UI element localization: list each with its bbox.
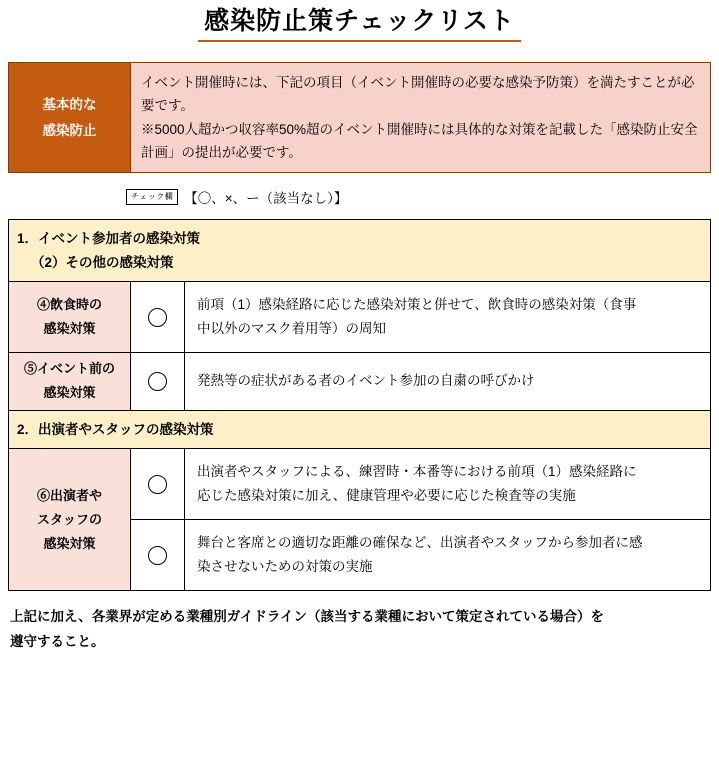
row-category-6-line1: ⑥出演者や (36, 487, 102, 503)
item-text-6-1 (185, 449, 710, 519)
row-items-4 (131, 282, 710, 352)
intro-banner (8, 62, 711, 173)
circle-mark-icon (148, 475, 167, 494)
item-text-6-2 (185, 520, 710, 590)
section-2-heading-main: 2．出演者やスタッフの感染対策 (17, 421, 214, 437)
row-category-5 (9, 353, 131, 409)
check-cell-4-1[interactable] (131, 282, 185, 352)
row-category-6-line3: 感染対策 (43, 535, 96, 551)
item-text-6-1-line2: 応じた感染対策に加え、健康管理や必要に応じた検査等の実施 (197, 488, 576, 504)
row-category-4 (9, 282, 131, 352)
item-text-6-2-line2: 染させないための対策の実施 (197, 559, 373, 575)
list-item (131, 353, 710, 409)
footer-note (10, 605, 709, 655)
intro-paragraph-2: ※5000人超かつ収容率50%超のイベント開催時には具体的な対策を記載した「感染防止安全計画」の提出が必要です。 (141, 121, 698, 160)
item-text-5-1-line1: 発熱等の症状がある者のイベント参加の自粛の呼びかけ (197, 373, 535, 389)
intro-paragraph-1: イベント開催時には、下記の項目（イベント開催時の必要な感染予防策）を満たすことが必要です。 (141, 75, 695, 114)
table-row (9, 449, 710, 591)
row-category-4-line2: 感染対策 (43, 321, 96, 337)
item-text-6-2-line1: 舞台と客席との適切な距離の確保など、出演者やスタッフから参加者に感 (197, 535, 643, 551)
section-header-1 (9, 220, 710, 282)
row-category-6-line2: スタッフの (36, 511, 102, 527)
intro-label-line2: 感染防止 (42, 122, 97, 138)
checklist-table (8, 219, 711, 591)
intro-label (9, 63, 131, 172)
item-text-6-1-line1: 出演者やスタッフによる、練習時・本番等における前項（1）感染経路に (197, 464, 637, 480)
section-header-2 (9, 411, 710, 450)
check-legend-row (8, 183, 711, 211)
footer-note-line1: 上記に加え、各業界が定める業種別ガイドライン（該当する業種において策定されている場合）を (10, 609, 604, 625)
check-legend-text: 【〇、×、ー（該当なし）】 (184, 191, 348, 207)
row-category-5-line1: ⑤イベント前の (23, 361, 115, 377)
row-category-5-line2: 感染対策 (43, 385, 96, 401)
row-category-6 (9, 449, 131, 590)
section-1-heading-sub: （2）その他の感染対策 (31, 254, 174, 270)
circle-mark-icon (148, 546, 167, 565)
check-cell-6-2[interactable] (131, 520, 185, 590)
circle-mark-icon (148, 372, 167, 391)
intro-body (131, 63, 710, 172)
row-category-4-line1: ④飲食時の (36, 297, 102, 313)
section-1-heading-main: 1．イベント参加者の感染対策 (17, 231, 201, 247)
check-cell-6-1[interactable] (131, 449, 185, 519)
page-title: 感染防止策チェックリスト (198, 6, 521, 42)
list-item (131, 282, 710, 352)
table-row (9, 282, 710, 353)
check-column-label: チェック欄 (126, 189, 178, 205)
intro-label-line1: 基本的な (42, 97, 97, 113)
item-text-4-1-line2: 中以外のマスク着用等）の周知 (197, 321, 386, 337)
table-row (9, 353, 710, 410)
list-item (131, 519, 710, 590)
list-item (131, 449, 710, 519)
row-items-5 (131, 353, 710, 409)
footer-note-line2: 遵守すること。 (10, 634, 105, 650)
item-text-4-1-line1: 前項（1）感染経路に応じた感染対策と併せて、飲食時の感染対策（食事 (197, 297, 637, 313)
row-items-6 (131, 449, 710, 590)
item-text-5-1 (185, 353, 710, 409)
circle-mark-icon (148, 308, 167, 327)
title-container (0, 0, 719, 46)
check-cell-5-1[interactable] (131, 353, 185, 409)
item-text-4-1 (185, 282, 710, 352)
